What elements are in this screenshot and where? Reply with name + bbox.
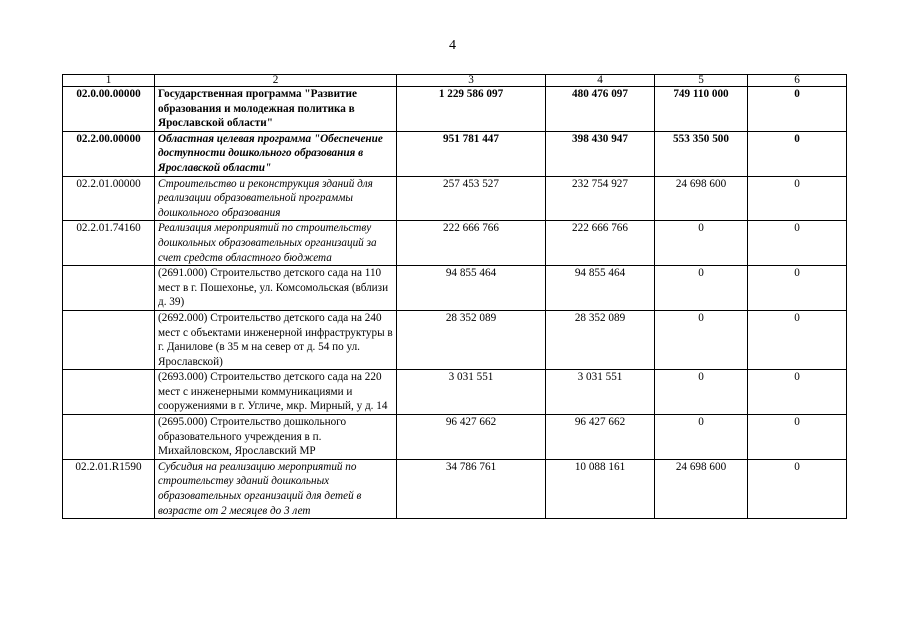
row-value-col5: 553 350 500 xyxy=(655,131,748,176)
column-header-4: 4 xyxy=(546,75,655,87)
row-description: Субсидия на реализацию мероприятий по строительству зданий дошкольных образовательных организаций для детей в возрасте от 2 месяцев до 3 лет xyxy=(155,459,397,518)
row-value-col4: 232 754 927 xyxy=(546,176,655,221)
row-value-col5: 0 xyxy=(655,415,748,460)
column-header-3: 3 xyxy=(397,75,546,87)
table-row xyxy=(63,310,847,369)
table-row xyxy=(63,131,847,176)
row-value-col3: 96 427 662 xyxy=(397,415,546,460)
row-value-col6: 0 xyxy=(748,415,847,460)
row-description: (2692.000) Строительство детского сада на 240 мест с объектами инженерной инфраструктуры в г. Данилове (в 35 м на север от д. 54 по ул. Ярославской) xyxy=(155,310,397,369)
row-value-col4: 28 352 089 xyxy=(546,310,655,369)
row-description: (2695.000) Строительство дошкольного образовательного учреждения в п. Михайловском, Ярославский МР xyxy=(155,415,397,460)
row-value-col4: 10 088 161 xyxy=(546,459,655,518)
row-value-col3: 28 352 089 xyxy=(397,310,546,369)
row-value-col3: 3 031 551 xyxy=(397,370,546,415)
table-row xyxy=(63,415,847,460)
table-header-row xyxy=(63,75,847,87)
page-number: 4 xyxy=(449,38,456,53)
row-value-col5: 0 xyxy=(655,266,748,311)
column-header-2: 2 xyxy=(155,75,397,87)
table-row xyxy=(63,87,847,132)
row-value-col4: 480 476 097 xyxy=(546,87,655,132)
row-value-col5: 0 xyxy=(655,370,748,415)
row-code: 02.2.01.74160 xyxy=(63,221,155,266)
row-description: Строительство и реконструкция зданий для реализации образовательной программы дошкольного образования xyxy=(155,176,397,221)
row-code xyxy=(63,415,155,460)
row-code: 02.2.00.00000 xyxy=(63,131,155,176)
row-value-col6: 0 xyxy=(748,266,847,311)
table-row xyxy=(63,266,847,311)
row-value-col4: 94 855 464 xyxy=(546,266,655,311)
row-value-col5: 749 110 000 xyxy=(655,87,748,132)
row-value-col5: 0 xyxy=(655,221,748,266)
row-value-col6: 0 xyxy=(748,221,847,266)
row-description: (2693.000) Строительство детского сада на 220 мест с инженерными коммуникациями и сооружениями в г. Угличе, мкр. Мирный, у д. 14 xyxy=(155,370,397,415)
column-header-5: 5 xyxy=(655,75,748,87)
row-value-col3: 34 786 761 xyxy=(397,459,546,518)
row-description: Государственная программа "Развитие образования и молодежная политика в Ярославской области" xyxy=(155,87,397,132)
row-value-col5: 0 xyxy=(655,310,748,369)
row-code xyxy=(63,370,155,415)
table-row xyxy=(63,459,847,518)
row-value-col6: 0 xyxy=(748,131,847,176)
row-value-col6: 0 xyxy=(748,176,847,221)
row-value-col6: 0 xyxy=(748,310,847,369)
row-value-col3: 951 781 447 xyxy=(397,131,546,176)
row-code xyxy=(63,310,155,369)
row-value-col4: 96 427 662 xyxy=(546,415,655,460)
row-value-col4: 222 666 766 xyxy=(546,221,655,266)
row-code xyxy=(63,266,155,311)
table-row xyxy=(63,176,847,221)
column-header-6: 6 xyxy=(748,75,847,87)
row-value-col6: 0 xyxy=(748,370,847,415)
row-value-col3: 94 855 464 xyxy=(397,266,546,311)
row-code: 02.0.00.00000 xyxy=(63,87,155,132)
row-value-col5: 24 698 600 xyxy=(655,176,748,221)
row-value-col4: 3 031 551 xyxy=(546,370,655,415)
budget-table xyxy=(62,74,847,519)
row-value-col4: 398 430 947 xyxy=(546,131,655,176)
row-value-col3: 1 229 586 097 xyxy=(397,87,546,132)
row-description: Областная целевая программа "Обеспечение доступности дошкольного образования в Ярославской области" xyxy=(155,131,397,176)
row-description: Реализация мероприятий по строительству дошкольных образовательных организаций за счет средств областного бюджета xyxy=(155,221,397,266)
row-value-col6: 0 xyxy=(748,87,847,132)
column-header-1: 1 xyxy=(63,75,155,87)
table-row xyxy=(63,221,847,266)
table-row xyxy=(63,370,847,415)
row-code: 02.2.01.00000 xyxy=(63,176,155,221)
row-value-col5: 24 698 600 xyxy=(655,459,748,518)
row-value-col3: 257 453 527 xyxy=(397,176,546,221)
row-value-col6: 0 xyxy=(748,459,847,518)
row-code: 02.2.01.R1590 xyxy=(63,459,155,518)
row-value-col3: 222 666 766 xyxy=(397,221,546,266)
row-description: (2691.000) Строительство детского сада на 110 мест в г. Пошехонье, ул. Комсомольская (вблизи д. 39) xyxy=(155,266,397,311)
